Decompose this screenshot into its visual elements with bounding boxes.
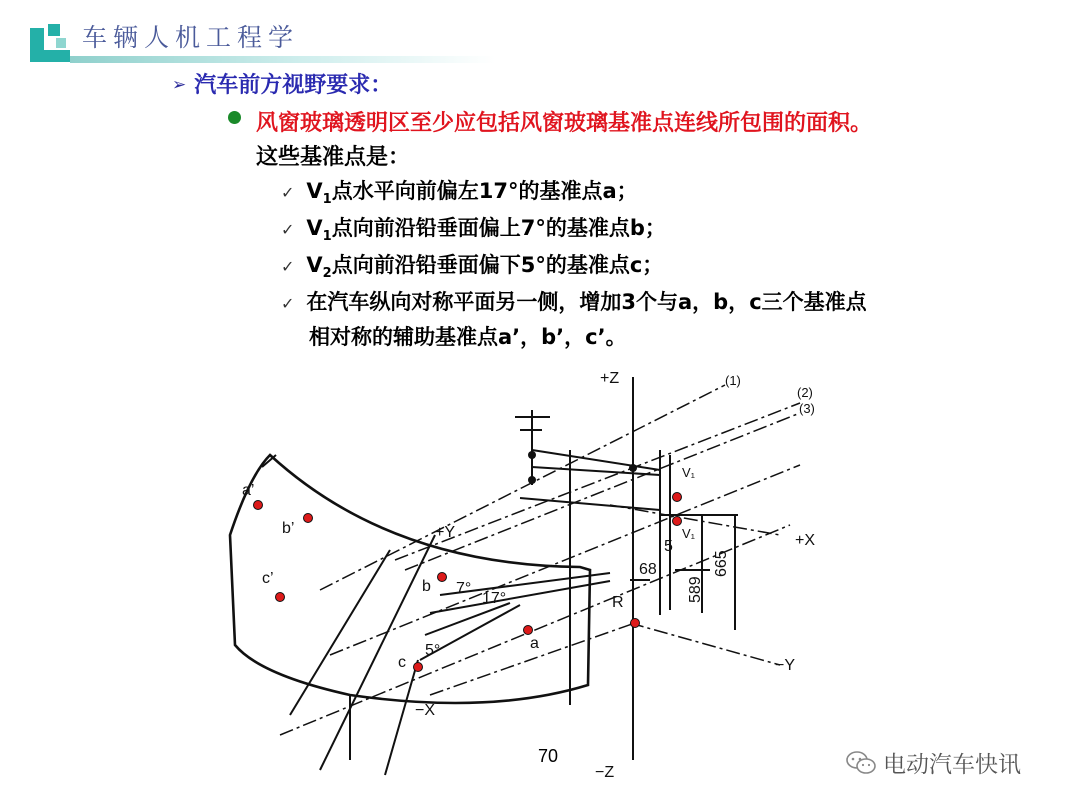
- checklist-item: ✓ $V_2$点向前沿铅垂面偏下5°的基准点c；: [281, 253, 664, 281]
- point-b-prime: [304, 514, 313, 523]
- point-R: [631, 619, 640, 628]
- axis-label-minus-y: −Y: [775, 657, 796, 674]
- point-v1-upper: [673, 493, 682, 502]
- checkmark-icon: ✓: [281, 220, 295, 239]
- point-a: [524, 626, 533, 635]
- angle-label-17: 17°: [482, 590, 507, 607]
- sight-line-1: [320, 385, 725, 590]
- requirement-text: 风窗玻璃透明区至少应包括风窗玻璃基准点连线所包围的面积。: [256, 111, 873, 136]
- dimension-label-589: 589: [687, 576, 704, 603]
- minus-x-axis-line: [430, 623, 635, 695]
- axis-label-minus-z: −Z: [595, 764, 615, 781]
- sight-line-2: [395, 403, 800, 560]
- label-v1-lower: V₁: [682, 526, 696, 541]
- checklist-item-continuation: 相对称的辅助基准点a’，b’，c’。: [309, 325, 627, 349]
- section-heading: [172, 68, 392, 99]
- line-label-2: (2): [797, 385, 813, 400]
- watermark-text: 电动汽车快讯: [883, 752, 1021, 778]
- points-intro-text: 这些基准点是：: [256, 145, 411, 170]
- section-heading-text: 汽车前方视野要求：: [194, 73, 393, 98]
- label-point-c: c: [398, 654, 406, 671]
- label-point-a: a: [530, 635, 539, 652]
- point-c-prime: [276, 593, 285, 602]
- label-point-c-prime: c’: [262, 570, 274, 587]
- dimension-label-68: 68: [639, 561, 657, 578]
- checklist-item: ✓ $V_1$点水平向前偏左17°的基准点a；: [281, 179, 638, 207]
- guide-line: [425, 603, 510, 635]
- axis-label-plus-y: +Y: [435, 524, 456, 541]
- arrow-bullet-icon: ➢: [172, 75, 187, 95]
- bullet-dot-icon: [228, 111, 241, 124]
- point-b: [438, 573, 447, 582]
- y-axis-line: [630, 623, 780, 665]
- point-a-prime: [254, 501, 263, 510]
- line-label-3: (3): [799, 401, 815, 416]
- windshield-reference-diagram: [190, 355, 850, 805]
- checkmark-icon: ✓: [281, 183, 295, 202]
- point-c: [414, 663, 423, 672]
- axis-label-plus-x: +X: [795, 532, 816, 549]
- axis-point: [629, 464, 637, 472]
- header-divider: [70, 56, 495, 63]
- wechat-icon: [845, 749, 877, 777]
- checkmark-icon: ✓: [281, 257, 295, 276]
- pillar-line: [385, 660, 418, 775]
- dimension-label-665: 665: [713, 550, 730, 577]
- dimension-label-5: 5: [664, 538, 673, 555]
- checkmark-icon: ✓: [281, 294, 295, 313]
- logo-icon: [30, 20, 72, 62]
- angle-label-5: 5°: [425, 642, 441, 659]
- point-v1-lower: [673, 517, 682, 526]
- label-point-b: b: [422, 578, 431, 595]
- windshield-outline: [230, 455, 590, 703]
- label-point-a-prime: a’: [242, 482, 255, 499]
- checklist-item: ✓ 在汽车纵向对称平面另一侧，增加3个与a，b，c三个基准点: [281, 290, 867, 314]
- pillar-line: [290, 550, 390, 715]
- angle-label-7: 7°: [456, 580, 472, 597]
- axis-label-plus-z: +Z: [600, 370, 620, 387]
- label-point-b-prime: b’: [282, 520, 295, 537]
- label-point-R: R: [612, 594, 624, 611]
- eye-point: [528, 451, 536, 459]
- page-number: 70: [538, 746, 559, 766]
- eye-point: [528, 476, 536, 484]
- checklist-item: ✓ $V_1$点向前沿铅垂面偏上7°的基准点b；: [281, 216, 666, 244]
- label-v1-upper: V₁: [682, 465, 696, 480]
- axis-label-minus-x: −X: [415, 702, 436, 719]
- line-label-1: (1): [725, 373, 741, 388]
- sight-line-3: [405, 413, 800, 570]
- watermark: [845, 746, 1021, 779]
- header-title: 车辆人机工程学: [82, 23, 300, 52]
